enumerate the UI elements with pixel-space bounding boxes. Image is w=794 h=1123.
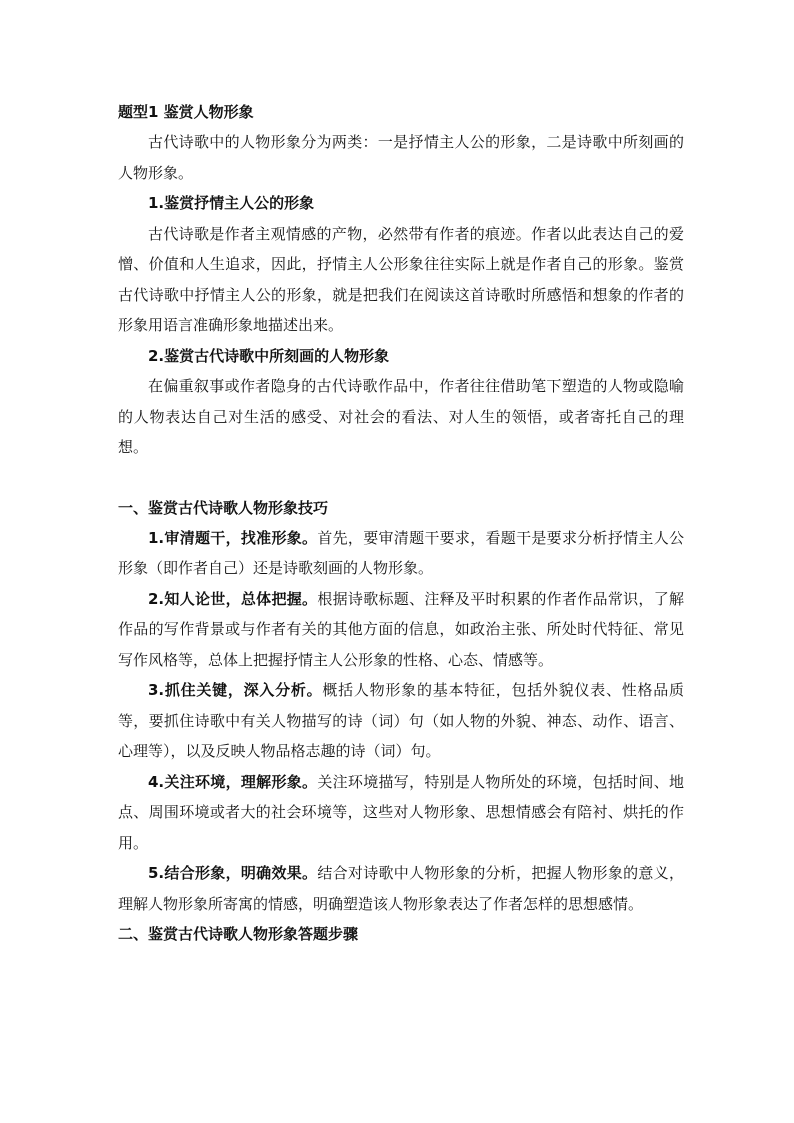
technique-lead: 1.审清题干，找准形象。: [148, 528, 318, 547]
section-title-type1: 题型1 鉴赏人物形象: [118, 103, 254, 121]
technique-item: [118, 584, 684, 676]
subheading-depicted-characters: 2.鉴赏古代诗歌中所刻画的人物形象: [148, 346, 390, 365]
technique-text: 概括人物形象的基本特征，包括外貌仪表、性格品质等，要抓住诗歌中有关人物描写的诗（词）句（如人物的外貌、神态、动作、语言、心理等），以及反映人物品格志趣的诗（词）句。: [118, 681, 684, 760]
section-title-answer-steps: 二、鉴赏古代诗歌人物形象答题步骤: [118, 925, 359, 943]
depicted-characters-paragraph: 在偏重叙事或作者隐身的古代诗歌作品中，作者往往借助笔下塑造的人物或隐喻的人物表达自己对生活的感受、对社会的看法、对人生的领悟，或者寄托自己的理想。: [118, 377, 684, 456]
technique-item: [118, 767, 684, 859]
technique-lead: 2.知人论世，总体把握。: [148, 589, 318, 608]
technique-text: 关注环境描写，特别是人物所处的环境，包括时间、地点、周围环境或者大的社会环境等，这些对人物形象、思想情感会有陪衬、烘托的作用。: [118, 772, 684, 852]
technique-lead: 5.结合形象，明确效果。: [148, 864, 318, 882]
intro-paragraph: 古代诗歌中的人物形象分为两类：一是抒情主人公的形象，二是诗歌中所刻画的人物形象。: [118, 133, 684, 182]
technique-text: 结合对诗歌中人物形象的分析，把握人物形象的意义，理解人物形象所寄寓的情感，明确塑造该人物形象表达了作者怎样的思想感情。: [118, 864, 684, 913]
blank-line: [118, 463, 684, 493]
technique-text: 首先，要审清题干要求，看题干是要求分析抒情主人公形象（即作者自己）还是诗歌刻画的人物形象。: [118, 528, 684, 577]
technique-lead: 4.关注环境，理解形象。: [148, 772, 318, 791]
technique-lead: 3.抓住关键，深入分析。: [148, 681, 323, 699]
technique-item: [118, 675, 684, 767]
section-title-techniques: 一、鉴赏古代诗歌人物形象技巧: [118, 498, 329, 517]
technique-item: [118, 523, 684, 584]
technique-text: 根据诗歌标题、注释及平时积累的作者作品常识，了解作品的写作背景或与作者有关的其他方面的信息，如政治主张、所处时代特征、常见写作风格等，总体上把握抒情主人公形象的性格、心态、情感等。: [118, 589, 684, 669]
technique-item: [118, 858, 684, 919]
subheading-lyrical-protagonist: 1.鉴赏抒情主人公的形象: [148, 194, 315, 212]
lyrical-protagonist-paragraph: 古代诗歌是作者主观情感的产物，必然带有作者的痕迹。作者以此表达自己的爱憎、价值和人生追求，因此，抒情主人公形象往往实际上就是作者自己的形象。鉴赏古代诗歌中抒情主人公的形象，就是把我们在阅读这首诗歌时所感悟和想象的作者的形象用语言准确形象地描述出来。: [118, 224, 684, 334]
